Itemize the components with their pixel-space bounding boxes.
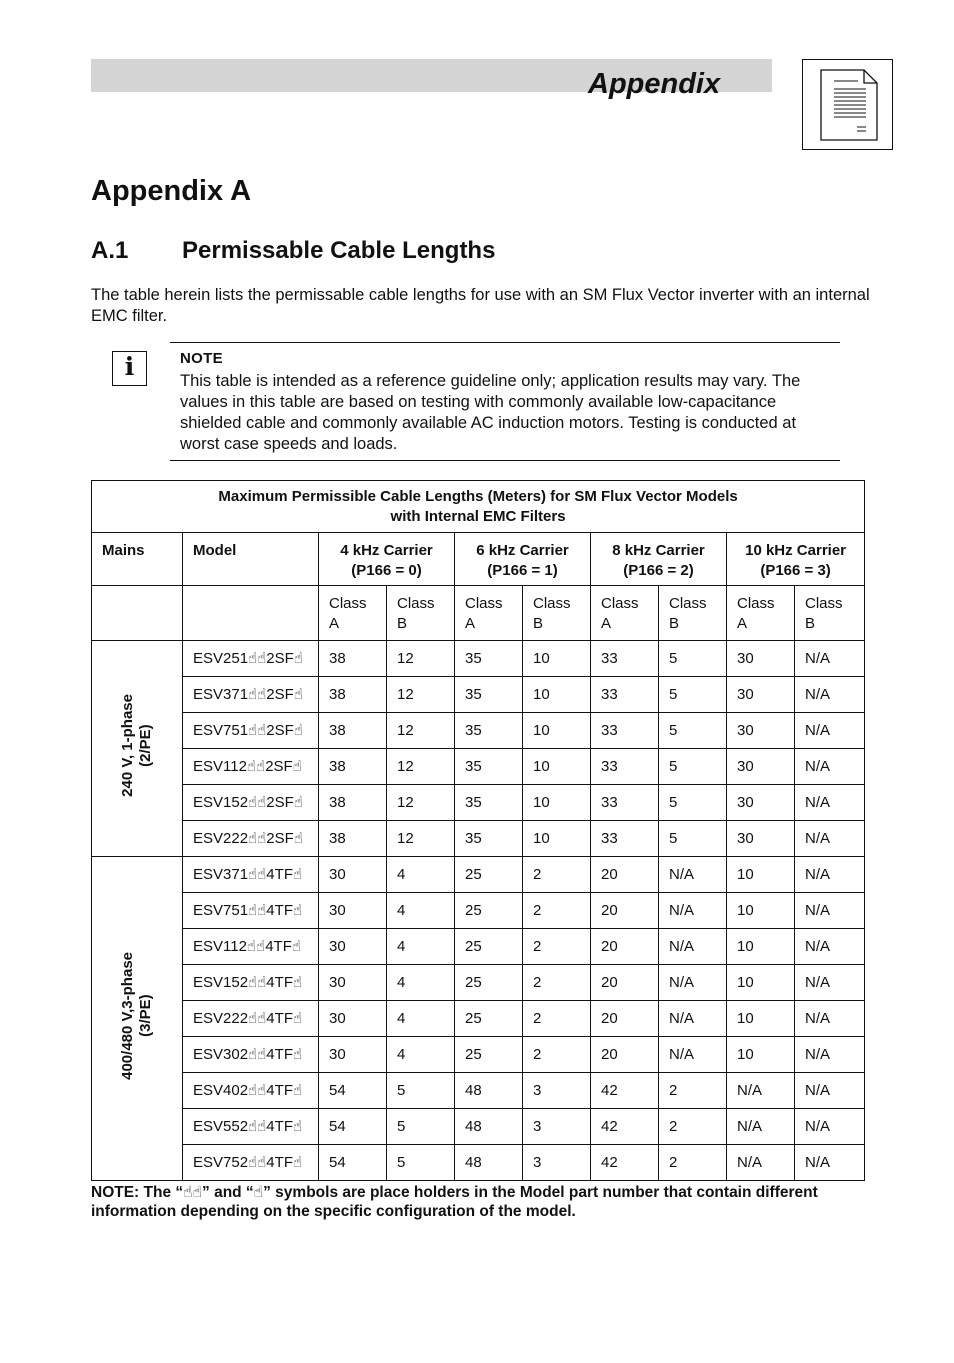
value-cell: N/A xyxy=(659,965,727,1001)
value-cell: 25 xyxy=(455,893,523,929)
mains-cell xyxy=(92,641,183,857)
intro-paragraph: The table herein lists the permissable cable lengths for use with an SM Flux Vector inverter with an internal EMC filter. xyxy=(91,286,870,325)
value-cell: 10 xyxy=(523,677,591,713)
value-cell: 12 xyxy=(387,713,455,749)
class-letter: A xyxy=(737,615,748,632)
class-letter: A xyxy=(465,615,476,632)
info-icon: i xyxy=(112,351,147,386)
model-cell: ESV112☝☝4TF☝ xyxy=(183,929,319,965)
mains-label xyxy=(119,952,155,1080)
value-cell: 25 xyxy=(455,1001,523,1037)
value-cell: 2 xyxy=(659,1109,727,1145)
value-cell: 33 xyxy=(591,785,659,821)
class-label xyxy=(659,586,727,641)
mains-voltage: 240 V, 1-phase xyxy=(119,694,136,797)
value-cell: 35 xyxy=(455,749,523,785)
carrier-param: (P166 = 3) xyxy=(760,562,831,579)
table-row xyxy=(92,1001,865,1037)
value-cell: 38 xyxy=(319,821,387,857)
table-caption-line2: with Internal EMC Filters xyxy=(390,507,566,525)
value-cell: 35 xyxy=(455,641,523,677)
value-cell: 25 xyxy=(455,857,523,893)
value-cell: N/A xyxy=(659,929,727,965)
value-cell: 42 xyxy=(591,1109,659,1145)
class-label xyxy=(319,586,387,641)
class-word: Class xyxy=(601,595,639,612)
carrier-param: (P166 = 1) xyxy=(487,562,558,579)
value-cell: 35 xyxy=(455,785,523,821)
value-cell: 20 xyxy=(591,893,659,929)
class-word: Class xyxy=(805,595,843,612)
value-cell: 38 xyxy=(319,641,387,677)
value-cell: N/A xyxy=(795,821,865,857)
table-row xyxy=(92,785,865,821)
value-cell: 38 xyxy=(319,749,387,785)
value-cell: 10 xyxy=(523,713,591,749)
class-letter: B xyxy=(397,615,408,632)
value-cell: 20 xyxy=(591,965,659,1001)
value-cell: 2 xyxy=(659,1073,727,1109)
section-heading-title: Permissable Cable Lengths xyxy=(182,237,496,264)
class-letter: A xyxy=(601,615,612,632)
cable-length-table xyxy=(91,480,865,1181)
value-cell: 12 xyxy=(387,677,455,713)
value-cell: 5 xyxy=(659,713,727,749)
value-cell: 3 xyxy=(523,1109,591,1145)
value-cell: N/A xyxy=(795,1109,865,1145)
value-cell: 5 xyxy=(659,677,727,713)
note-text: This table is intended as a reference guideline only; application results may vary. The values in this table are based on testing with commonly available low-capacitance shielded cable and commonly available AC induction motors. Testing is conducted at worst case speeds and loads. xyxy=(180,372,801,453)
class-label xyxy=(387,586,455,641)
value-cell: N/A xyxy=(659,893,727,929)
value-cell: N/A xyxy=(727,1145,795,1181)
value-cell: 10 xyxy=(727,965,795,1001)
table-caption-line1: Maximum Permissible Cable Lengths (Meters) for SM Flux Vector Models xyxy=(218,487,738,505)
footnote: NOTE: The “☝☝” and “☝” symbols are place holders in the Model part number that contain different information depending on the specific configuration of the model. xyxy=(91,1184,818,1220)
document-icon xyxy=(802,59,893,150)
value-cell: 4 xyxy=(387,893,455,929)
value-cell: 2 xyxy=(523,965,591,1001)
value-cell: N/A xyxy=(795,857,865,893)
value-cell: 2 xyxy=(523,1001,591,1037)
model-cell: ESV152☝☝4TF☝ xyxy=(183,965,319,1001)
class-empty-model xyxy=(183,586,319,641)
value-cell: 5 xyxy=(659,749,727,785)
value-cell: 10 xyxy=(523,821,591,857)
value-cell: 3 xyxy=(523,1145,591,1181)
value-cell: 2 xyxy=(523,929,591,965)
value-cell: 5 xyxy=(387,1145,455,1181)
value-cell: 30 xyxy=(727,749,795,785)
value-cell: N/A xyxy=(659,1001,727,1037)
table-row xyxy=(92,857,865,893)
carrier-label: 4 kHz Carrier xyxy=(340,542,433,559)
value-cell: N/A xyxy=(795,1001,865,1037)
value-cell: 33 xyxy=(591,641,659,677)
table-row xyxy=(92,641,865,677)
value-cell: 25 xyxy=(455,965,523,1001)
class-empty-mains xyxy=(92,586,183,641)
value-cell: 30 xyxy=(319,965,387,1001)
table-row xyxy=(92,965,865,1001)
header-carrier-6khz xyxy=(455,533,591,586)
value-cell: N/A xyxy=(795,1145,865,1181)
model-cell: ESV751☝☝4TF☝ xyxy=(183,893,319,929)
value-cell: 48 xyxy=(455,1145,523,1181)
value-cell: 38 xyxy=(319,785,387,821)
value-cell: 20 xyxy=(591,857,659,893)
value-cell: 4 xyxy=(387,1001,455,1037)
page-heading: Appendix A xyxy=(91,175,252,207)
table-caption xyxy=(92,481,865,533)
value-cell: 10 xyxy=(727,1001,795,1037)
value-cell: 30 xyxy=(727,641,795,677)
value-cell: 30 xyxy=(319,1001,387,1037)
value-cell: N/A xyxy=(795,1037,865,1073)
table-row xyxy=(92,893,865,929)
value-cell: N/A xyxy=(795,641,865,677)
mains-cell xyxy=(92,857,183,1181)
value-cell: 30 xyxy=(727,785,795,821)
value-cell: 38 xyxy=(319,677,387,713)
value-cell: N/A xyxy=(795,677,865,713)
value-cell: 3 xyxy=(523,1073,591,1109)
value-cell: 10 xyxy=(523,749,591,785)
value-cell: 25 xyxy=(455,1037,523,1073)
model-cell: ESV552☝☝4TF☝ xyxy=(183,1109,319,1145)
model-cell: ESV152☝☝2SF☝ xyxy=(183,785,319,821)
value-cell: 4 xyxy=(387,929,455,965)
model-cell: ESV222☝☝4TF☝ xyxy=(183,1001,319,1037)
table-row xyxy=(92,1037,865,1073)
value-cell: 10 xyxy=(523,785,591,821)
model-cell: ESV251☝☝2SF☝ xyxy=(183,641,319,677)
value-cell: N/A xyxy=(795,749,865,785)
class-label xyxy=(727,586,795,641)
value-cell: 33 xyxy=(591,677,659,713)
class-label xyxy=(455,586,523,641)
header-carrier-8khz xyxy=(591,533,727,586)
value-cell: 12 xyxy=(387,641,455,677)
note-divider-bottom xyxy=(170,460,840,461)
value-cell: 2 xyxy=(523,1037,591,1073)
value-cell: 10 xyxy=(727,893,795,929)
class-word: Class xyxy=(737,595,775,612)
carrier-label: 6 kHz Carrier xyxy=(476,542,569,559)
table-row xyxy=(92,1073,865,1109)
value-cell: 38 xyxy=(319,713,387,749)
value-cell: 30 xyxy=(727,677,795,713)
value-cell: N/A xyxy=(659,857,727,893)
value-cell: 48 xyxy=(455,1073,523,1109)
value-cell: 42 xyxy=(591,1073,659,1109)
value-cell: N/A xyxy=(727,1073,795,1109)
value-cell: 10 xyxy=(727,857,795,893)
carrier-label: 10 kHz Carrier xyxy=(745,542,847,559)
value-cell: 12 xyxy=(387,749,455,785)
value-cell: 48 xyxy=(455,1109,523,1145)
class-word: Class xyxy=(465,595,503,612)
value-cell: 33 xyxy=(591,749,659,785)
value-cell: 4 xyxy=(387,1037,455,1073)
value-cell: 54 xyxy=(319,1109,387,1145)
model-cell: ESV402☝☝4TF☝ xyxy=(183,1073,319,1109)
value-cell: 20 xyxy=(591,929,659,965)
model-cell: ESV752☝☝4TF☝ xyxy=(183,1145,319,1181)
section-heading xyxy=(91,238,495,264)
value-cell: 30 xyxy=(727,821,795,857)
mains-phase-code: (3/PE) xyxy=(137,994,154,1037)
table-row xyxy=(92,713,865,749)
value-cell: N/A xyxy=(795,929,865,965)
model-cell: ESV371☝☝2SF☝ xyxy=(183,677,319,713)
value-cell: 5 xyxy=(387,1109,455,1145)
value-cell: 5 xyxy=(659,785,727,821)
mains-phase-code: (2/PE) xyxy=(137,724,154,767)
table-row xyxy=(92,677,865,713)
carrier-label: 8 kHz Carrier xyxy=(612,542,705,559)
mains-label xyxy=(119,694,155,797)
section-title: Appendix xyxy=(588,68,721,100)
value-cell: 5 xyxy=(659,641,727,677)
value-cell: 2 xyxy=(523,857,591,893)
value-cell: 2 xyxy=(523,893,591,929)
header-carrier-4khz xyxy=(319,533,455,586)
value-cell: 35 xyxy=(455,821,523,857)
carrier-param: (P166 = 2) xyxy=(623,562,694,579)
carrier-param: (P166 = 0) xyxy=(351,562,422,579)
value-cell: 30 xyxy=(319,1037,387,1073)
value-cell: 35 xyxy=(455,713,523,749)
value-cell: 54 xyxy=(319,1073,387,1109)
value-cell: 4 xyxy=(387,965,455,1001)
mains-voltage: 400/480 V,3-phase xyxy=(119,951,136,1080)
value-cell: 12 xyxy=(387,785,455,821)
class-word: Class xyxy=(669,595,707,612)
value-cell: 20 xyxy=(591,1001,659,1037)
header-model: Model xyxy=(183,533,319,586)
table-row xyxy=(92,1145,865,1181)
table-row xyxy=(92,821,865,857)
value-cell: 30 xyxy=(319,857,387,893)
value-cell: 30 xyxy=(727,713,795,749)
table-row xyxy=(92,749,865,785)
value-cell: N/A xyxy=(659,1037,727,1073)
value-cell: N/A xyxy=(795,713,865,749)
header-mains: Mains xyxy=(92,533,183,586)
value-cell: 35 xyxy=(455,677,523,713)
value-cell: 25 xyxy=(455,929,523,965)
model-cell: ESV751☝☝2SF☝ xyxy=(183,713,319,749)
value-cell: 10 xyxy=(523,641,591,677)
value-cell: 54 xyxy=(319,1145,387,1181)
value-cell: 30 xyxy=(319,893,387,929)
model-cell: ESV371☝☝4TF☝ xyxy=(183,857,319,893)
value-cell: 30 xyxy=(319,929,387,965)
value-cell: N/A xyxy=(795,965,865,1001)
model-cell: ESV302☝☝4TF☝ xyxy=(183,1037,319,1073)
class-letter: B xyxy=(533,615,544,632)
class-label xyxy=(523,586,591,641)
class-letter: A xyxy=(329,615,340,632)
value-cell: N/A xyxy=(795,1073,865,1109)
class-label xyxy=(795,586,865,641)
value-cell: 33 xyxy=(591,821,659,857)
value-cell: N/A xyxy=(795,785,865,821)
value-cell: 10 xyxy=(727,929,795,965)
value-cell: 42 xyxy=(591,1145,659,1181)
class-letter: B xyxy=(669,615,680,632)
value-cell: 2 xyxy=(659,1145,727,1181)
value-cell: 10 xyxy=(727,1037,795,1073)
table-row xyxy=(92,1109,865,1145)
value-cell: N/A xyxy=(795,893,865,929)
class-label xyxy=(591,586,659,641)
value-cell: N/A xyxy=(727,1109,795,1145)
model-cell: ESV222☝☝2SF☝ xyxy=(183,821,319,857)
note-label: NOTE xyxy=(180,350,223,367)
class-word: Class xyxy=(329,595,367,612)
note-divider-top xyxy=(170,342,840,343)
class-letter: B xyxy=(805,615,816,632)
header-carrier-10khz xyxy=(727,533,865,586)
class-word: Class xyxy=(533,595,571,612)
value-cell: 5 xyxy=(659,821,727,857)
value-cell: 33 xyxy=(591,713,659,749)
section-number: A.1 xyxy=(91,237,129,264)
value-cell: 5 xyxy=(387,1073,455,1109)
model-cell: ESV112☝☝2SF☝ xyxy=(183,749,319,785)
table-row xyxy=(92,929,865,965)
class-word: Class xyxy=(397,595,435,612)
value-cell: 20 xyxy=(591,1037,659,1073)
value-cell: 4 xyxy=(387,857,455,893)
value-cell: 12 xyxy=(387,821,455,857)
